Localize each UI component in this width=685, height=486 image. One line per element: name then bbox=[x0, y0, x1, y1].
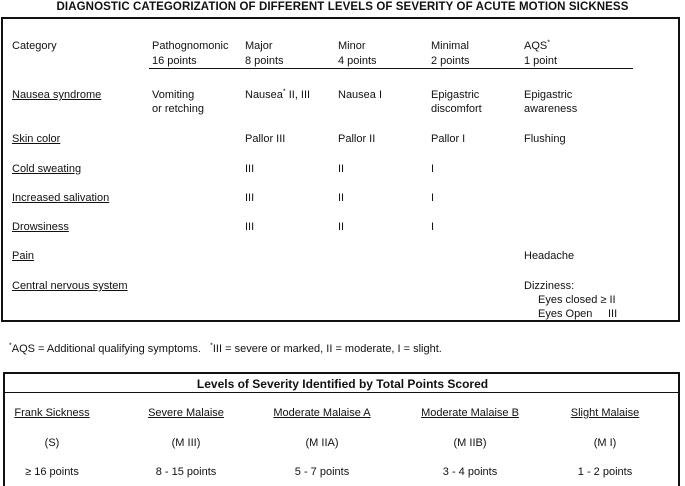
header-minimal: Minimal bbox=[431, 40, 469, 52]
level-name-severe-malaise: Severe Malaise bbox=[148, 407, 224, 419]
cell-sweat-minimal: I bbox=[431, 163, 435, 175]
cell-pain-aqs: Headache bbox=[524, 250, 575, 262]
level-points-slight-malaise: 1 - 2 points bbox=[577, 466, 633, 478]
level-points-moderate-malaise-b: 3 - 4 points bbox=[442, 466, 498, 478]
header-aqs: AQS* bbox=[524, 39, 550, 52]
cell-cns-aqs: Dizziness: bbox=[524, 280, 575, 292]
level-name-moderate-malaise-a: Moderate Malaise A bbox=[273, 407, 371, 419]
cell-cns-aqs-2: Eyes closed ≥ II bbox=[538, 294, 616, 306]
cell-nausea-pathognomonic: Vomiting bbox=[152, 89, 195, 101]
row-label-drowsiness: Drowsiness bbox=[12, 221, 69, 233]
cell-skin-minor: Pallor II bbox=[338, 133, 376, 145]
cell-nausea-pathognomonic-2: or retching bbox=[152, 103, 204, 115]
cell-saliva-minimal: I bbox=[431, 192, 435, 204]
cell-nausea-minimal: Epigastric bbox=[431, 89, 480, 101]
cell-nausea-aqs-2: awareness bbox=[524, 103, 578, 115]
cell-cns-aqs-4: III bbox=[608, 308, 618, 320]
row-label-cns: Central nervous system bbox=[12, 280, 128, 292]
cell-nausea-major: Nausea* II, III bbox=[245, 88, 311, 101]
level-code-severe-malaise: (M III) bbox=[171, 437, 201, 449]
row-label-pain: Pain bbox=[12, 250, 35, 262]
header-major: Major bbox=[245, 40, 273, 52]
cell-saliva-major: III bbox=[245, 192, 255, 204]
cell-nausea-aqs: Epigastric bbox=[524, 89, 573, 101]
cell-skin-major: Pallor III bbox=[245, 133, 286, 145]
cell-cns-aqs-3: Eyes Open bbox=[538, 308, 593, 320]
cell-skin-minimal: Pallor I bbox=[431, 133, 466, 145]
levels-title: Levels of Severity Identified by Total Points Scored bbox=[196, 377, 489, 391]
row-label-cold-sweating: Cold sweating bbox=[12, 163, 82, 175]
level-name-moderate-malaise-b: Moderate Malaise B bbox=[421, 407, 519, 419]
header-major-points: 8 points bbox=[245, 55, 284, 67]
header-aqs-points: 1 point bbox=[524, 55, 558, 67]
header-pathognomonic-points: 16 points bbox=[152, 55, 197, 67]
footnote: *AQS = Additional qualifying symptoms. *III = severe or marked, II = moderate, I = slight. bbox=[9, 342, 442, 355]
cell-sweat-minor: II bbox=[338, 163, 345, 175]
cell-nausea-minor: Nausea I bbox=[338, 89, 383, 101]
level-points-severe-malaise: 8 - 15 points bbox=[155, 466, 217, 478]
cell-saliva-minor: II bbox=[338, 192, 345, 204]
header-rule bbox=[149, 68, 633, 69]
document-title: DIAGNOSTIC CATEGORIZATION OF DIFFERENT LEVELS OF SEVERITY OF ACUTE MOTION SICKNESS bbox=[56, 1, 629, 13]
cell-skin-aqs: Flushing bbox=[524, 133, 566, 145]
levels-title-rule bbox=[3, 392, 680, 393]
level-name-slight-malaise: Slight Malaise bbox=[570, 407, 640, 419]
cell-drowsy-major: III bbox=[245, 221, 255, 233]
cell-nausea-minimal-2: discomfort bbox=[431, 103, 482, 115]
level-points-frank-sickness: ≥ 16 points bbox=[25, 466, 79, 478]
header-minimal-points: 2 points bbox=[431, 55, 470, 67]
row-label-increased-salivation: Increased salivation bbox=[12, 192, 110, 204]
level-code-moderate-malaise-b: (M IIB) bbox=[453, 437, 487, 449]
level-code-slight-malaise: (M I) bbox=[593, 437, 617, 449]
level-code-moderate-malaise-a: (M IIA) bbox=[305, 437, 339, 449]
row-label-skin-color: Skin color bbox=[12, 133, 61, 145]
cell-drowsy-minor: II bbox=[338, 221, 345, 233]
header-minor: Minor bbox=[338, 40, 366, 52]
header-pathognomonic: Pathognomonic bbox=[152, 40, 229, 52]
cell-sweat-major: III bbox=[245, 163, 255, 175]
row-label-nausea-syndrome: Nausea syndrome bbox=[12, 89, 102, 101]
cell-drowsy-minimal: I bbox=[431, 221, 435, 233]
level-points-moderate-malaise-a: 5 - 7 points bbox=[294, 466, 350, 478]
header-category: Category bbox=[12, 40, 57, 52]
header-minor-points: 4 points bbox=[338, 55, 377, 67]
level-name-frank-sickness: Frank Sickness bbox=[14, 407, 90, 419]
level-code-frank-sickness: (S) bbox=[44, 437, 60, 449]
